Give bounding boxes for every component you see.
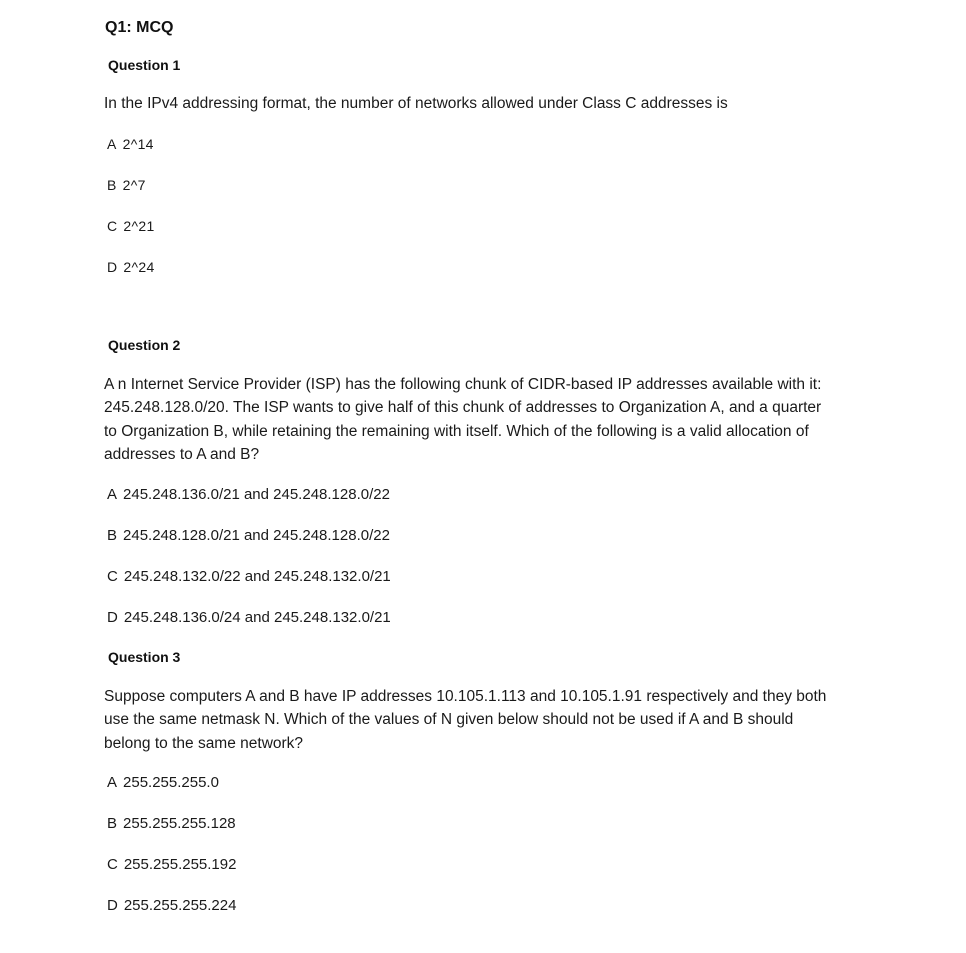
option-letter: C — [107, 218, 118, 234]
stem-line: use the same netmask N. Which of the values of N given below should not be used if A and B should — [104, 711, 794, 729]
question-1-option-a[interactable] — [107, 137, 154, 151]
question-2-option-b[interactable] — [107, 528, 390, 543]
option-letter: C — [107, 856, 118, 873]
question-1-option-c[interactable] — [107, 219, 155, 233]
option-letter: A — [107, 486, 118, 503]
question-3-heading: Question 3 — [108, 649, 181, 665]
option-text: 2^24 — [123, 259, 155, 275]
option-text: 245.248.132.0/22 and 245.248.132.0/21 — [123, 568, 391, 585]
question-2-option-a[interactable] — [107, 487, 390, 502]
stem-line: belong to the same network? — [104, 734, 304, 752]
stem-line: 245.248.128.0/20. The ISP wants to give half of this chunk of addresses to Organization A, and a quarter — [104, 399, 822, 417]
option-text: 255.255.255.128 — [123, 815, 236, 832]
option-letter: A — [107, 136, 117, 152]
option-text: 245.248.136.0/21 and 245.248.128.0/22 — [123, 486, 390, 503]
stem-line: Suppose computers A and B have IP addresses 10.105.1.113 and 10.105.1.91 respectively and they both — [104, 688, 827, 705]
question-3-option-d[interactable] — [107, 898, 236, 913]
question-1-option-b[interactable] — [107, 178, 146, 192]
question-1-stem: In the IPv4 addressing format, the number of networks allowed under Class C addresses is — [104, 95, 728, 112]
question-1-option-d[interactable] — [107, 260, 155, 274]
option-text: 255.255.255.0 — [123, 774, 219, 791]
option-text: 245.248.128.0/21 and 245.248.128.0/22 — [123, 527, 390, 544]
question-3-stem — [104, 685, 864, 755]
option-text: 245.248.136.0/24 and 245.248.132.0/21 — [123, 609, 391, 626]
option-letter: C — [107, 568, 118, 585]
option-text: 2^7 — [122, 177, 146, 193]
option-letter: B — [107, 177, 117, 193]
option-letter: B — [107, 815, 118, 832]
stem-line: addresses to A and B? — [104, 445, 260, 463]
option-letter: B — [107, 527, 118, 544]
option-text: 2^14 — [122, 136, 154, 152]
stem-line: to Organization B, while retaining the remaining with itself. Which of the following is a valid allocation of — [104, 422, 809, 440]
option-text: 255.255.255.192 — [123, 856, 237, 873]
question-1-heading: Question 1 — [108, 57, 181, 73]
page-title: Q1: MCQ — [105, 19, 174, 36]
option-letter: D — [107, 259, 118, 275]
question-2-stem — [104, 373, 864, 466]
question-3-option-b[interactable] — [107, 816, 236, 831]
question-2-option-d[interactable] — [107, 610, 391, 625]
question-2-heading: Question 2 — [108, 337, 181, 353]
question-3-option-c[interactable] — [107, 857, 236, 872]
option-letter: A — [107, 774, 118, 791]
question-3-option-a[interactable] — [107, 775, 219, 790]
option-letter: D — [107, 897, 118, 914]
question-2-option-c[interactable] — [107, 569, 391, 584]
option-letter: D — [107, 609, 118, 626]
option-text: 2^21 — [123, 218, 155, 234]
stem-line: A n Internet Service Provider (ISP) has the following chunk of CIDR-based IP addresses available with it: — [104, 376, 822, 393]
option-text: 255.255.255.224 — [123, 897, 237, 914]
